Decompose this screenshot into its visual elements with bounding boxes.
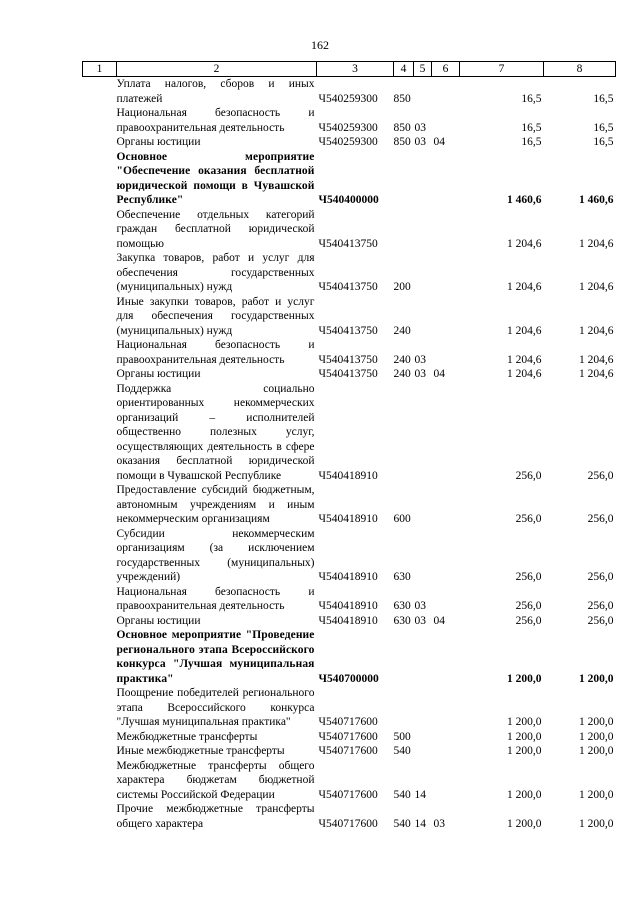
section-code: 03 bbox=[414, 136, 426, 148]
amount-col8: 1 204,6 bbox=[579, 368, 614, 380]
subsection-code bbox=[432, 686, 460, 730]
table-cell-col1 bbox=[83, 77, 117, 107]
amount-col8: 1 204,6 bbox=[579, 281, 614, 293]
item-name: Органы юстиции bbox=[116, 136, 201, 148]
column-header-8: 8 bbox=[544, 62, 616, 77]
amount-col7: 1 204,6 bbox=[507, 353, 542, 366]
item-name: Поддержка социально ориентированных некоммерческих организаций – исполнителей общественно полезных услуг, осуществляющих деятельность в сфере оказания бесплатной юридической помощи в Чувашской Республике bbox=[116, 382, 315, 482]
table-cell-col1 bbox=[83, 759, 117, 803]
expense-type-code: 630 bbox=[393, 600, 411, 612]
amount-col8: 256,0 bbox=[587, 614, 614, 627]
target-code: Ч540717600 bbox=[318, 730, 378, 743]
expense-type-code: 500 bbox=[393, 730, 411, 743]
section-code bbox=[414, 730, 432, 745]
expense-type-code: 850 bbox=[393, 121, 411, 134]
item-name: Основное мероприятие "Обеспечение оказания бесплатной юридической помощи в Чувашской Республике" bbox=[116, 150, 315, 206]
amount-col7: 1 204,6 bbox=[507, 237, 542, 250]
expense-type-code: 240 bbox=[393, 368, 411, 380]
target-code: Ч540413750 bbox=[318, 281, 378, 293]
item-name: Субсидии некоммерческим организациям (за исключением государственных (муниципальных) учреждений) bbox=[116, 527, 315, 583]
subsection-code bbox=[432, 208, 460, 252]
table-row bbox=[83, 628, 616, 686]
amount-col7: 1 204,6 bbox=[507, 368, 542, 380]
amount-col7: 256,0 bbox=[515, 469, 542, 482]
column-header-7: 7 bbox=[460, 62, 544, 77]
section-code: 03 bbox=[414, 600, 426, 612]
amount-col8: 16,5 bbox=[593, 121, 614, 134]
expense-type-code: 200 bbox=[393, 281, 411, 293]
subsection-code: 04 bbox=[433, 368, 445, 380]
expense-type-code bbox=[394, 382, 414, 484]
subsection-code bbox=[432, 77, 460, 107]
table-row bbox=[83, 686, 616, 730]
target-code: Ч540418910 bbox=[318, 513, 378, 525]
item-name: Органы юстиции bbox=[116, 614, 201, 627]
amount-col7: 1 204,6 bbox=[507, 281, 542, 293]
table-row bbox=[83, 295, 616, 339]
table-row bbox=[83, 585, 616, 614]
target-code: Ч540717600 bbox=[318, 788, 378, 801]
subsection-code bbox=[432, 744, 460, 759]
table-cell-col1 bbox=[83, 744, 117, 759]
expense-type-code bbox=[394, 208, 414, 252]
item-name: Основное мероприятие "Проведение регионального этапа Всероссийского конкурса "Лучшая муниципальная практика" bbox=[116, 629, 315, 685]
amount-col8: 1 200,0 bbox=[579, 730, 614, 743]
table-row bbox=[83, 367, 616, 382]
target-code: Ч540413750 bbox=[318, 353, 378, 366]
amount-col8: 1 204,6 bbox=[579, 353, 614, 366]
item-name: Органы юстиции bbox=[116, 368, 201, 380]
page-number: 162 bbox=[311, 38, 329, 52]
table-cell-col1 bbox=[83, 338, 117, 367]
table-cell-col1 bbox=[83, 802, 117, 831]
section-code bbox=[414, 251, 432, 295]
table-cell-col1 bbox=[83, 367, 117, 382]
expense-type-code bbox=[394, 150, 414, 208]
table-row bbox=[83, 759, 616, 803]
section-code bbox=[414, 382, 432, 484]
item-name: Межбюджетные трансферты общего характера бюджетам бюджетной системы Российской Федерации bbox=[116, 759, 315, 801]
expense-type-code: 850 bbox=[393, 136, 411, 148]
amount-col8: 1 204,6 bbox=[579, 237, 614, 250]
subsection-code bbox=[432, 483, 460, 527]
table-cell-col1 bbox=[83, 686, 117, 730]
table-cell-col1 bbox=[83, 483, 117, 527]
expense-type-code: 600 bbox=[393, 513, 411, 525]
subsection-code bbox=[432, 251, 460, 295]
subsection-code: 04 bbox=[433, 614, 445, 627]
item-name: Межбюджетные трансферты bbox=[116, 730, 258, 743]
target-code: Ч540418910 bbox=[318, 571, 378, 583]
amount-col8: 1 460,6 bbox=[579, 194, 614, 206]
table-cell-col1 bbox=[83, 208, 117, 252]
column-header-6: 6 bbox=[432, 62, 460, 77]
section-code bbox=[414, 150, 432, 208]
amount-col7: 16,5 bbox=[521, 136, 542, 148]
amount-col8: 256,0 bbox=[587, 600, 614, 612]
expense-type-code: 240 bbox=[393, 324, 411, 337]
target-code: Ч540259300 bbox=[318, 136, 378, 148]
subsection-code bbox=[432, 338, 460, 367]
amount-col7: 1 200,0 bbox=[507, 788, 542, 801]
expense-type-code: 540 bbox=[393, 788, 411, 801]
subsection-code bbox=[432, 730, 460, 745]
table-row bbox=[83, 338, 616, 367]
section-code: 14 bbox=[414, 817, 426, 830]
subsection-code bbox=[432, 382, 460, 484]
amount-col7: 256,0 bbox=[515, 571, 542, 583]
table-cell-col1 bbox=[83, 628, 117, 686]
target-code: Ч540717600 bbox=[318, 745, 378, 757]
amount-col8: 256,0 bbox=[587, 513, 614, 525]
target-code: Ч540418910 bbox=[318, 469, 378, 482]
subsection-code bbox=[432, 585, 460, 614]
expense-type-code: 240 bbox=[393, 353, 411, 366]
table-cell-col1 bbox=[83, 251, 117, 295]
section-code: 14 bbox=[414, 788, 426, 801]
table-cell-col1 bbox=[83, 150, 117, 208]
section-code bbox=[414, 628, 432, 686]
amount-col8: 1 200,0 bbox=[579, 672, 614, 685]
amount-col7: 256,0 bbox=[515, 600, 542, 612]
amount-col7: 1 200,0 bbox=[507, 745, 542, 757]
section-code bbox=[414, 483, 432, 527]
table-row bbox=[83, 382, 616, 484]
item-name: Национальная безопасность и правоохранительная деятельность bbox=[116, 107, 315, 134]
table-row bbox=[83, 614, 616, 629]
expense-type-code: 630 bbox=[393, 614, 411, 627]
section-code bbox=[414, 686, 432, 730]
item-name: Национальная безопасность и правоохранительная деятельность bbox=[116, 339, 315, 366]
table-row bbox=[83, 527, 616, 585]
amount-col7: 1 460,6 bbox=[507, 194, 542, 206]
amount-col7: 16,5 bbox=[521, 121, 542, 134]
item-name: Предоставление субсидий бюджетным, автономным учреждениям и иным некоммерческим организациям bbox=[116, 484, 315, 525]
section-code: 03 bbox=[414, 368, 426, 380]
subsection-code bbox=[432, 295, 460, 339]
expense-type-code: 540 bbox=[393, 745, 411, 757]
amount-col7: 1 200,0 bbox=[507, 817, 542, 830]
amount-col8: 1 200,0 bbox=[579, 788, 614, 801]
item-name: Уплата налогов, сборов и иных платежей bbox=[116, 78, 315, 105]
amount-col7: 256,0 bbox=[515, 513, 542, 525]
column-header-5: 5 bbox=[414, 62, 432, 77]
target-code: Ч540418910 bbox=[318, 600, 378, 612]
table-cell-col1 bbox=[83, 730, 117, 745]
table-cell-col1 bbox=[83, 106, 117, 135]
target-code: Ч540400000 bbox=[318, 194, 379, 206]
target-code: Ч540259300 bbox=[318, 92, 378, 105]
subsection-code: 03 bbox=[433, 817, 445, 830]
amount-col7: 1 200,0 bbox=[507, 716, 542, 728]
amount-col8: 1 204,6 bbox=[579, 324, 614, 337]
table-row bbox=[83, 802, 616, 831]
amount-col7: 1 200,0 bbox=[507, 672, 542, 685]
amount-col7: 256,0 bbox=[515, 614, 542, 627]
table-cell-col1 bbox=[83, 527, 117, 585]
table-cell-col1 bbox=[83, 135, 117, 150]
section-code bbox=[414, 208, 432, 252]
expense-type-code: 630 bbox=[393, 571, 411, 583]
expense-type-code: 850 bbox=[393, 92, 411, 105]
item-name: Прочие межбюджетные трансферты общего характера bbox=[116, 803, 315, 830]
budget-table bbox=[82, 61, 616, 831]
target-code: Ч540717600 bbox=[318, 817, 378, 830]
amount-col8: 1 200,0 bbox=[579, 745, 614, 757]
target-code: Ч540413750 bbox=[318, 368, 378, 380]
item-name: Национальная безопасность и правоохранительная деятельность bbox=[116, 585, 315, 612]
table-cell-col1 bbox=[83, 614, 117, 629]
subsection-code bbox=[432, 527, 460, 585]
subsection-code bbox=[432, 150, 460, 208]
table-row bbox=[83, 77, 616, 107]
target-code: Ч540413750 bbox=[318, 237, 378, 250]
item-name: Закупка товаров, работ и услуг для обеспечения государственных (муниципальных) нужд bbox=[116, 252, 315, 293]
section-code bbox=[414, 527, 432, 585]
amount-col7: 1 204,6 bbox=[507, 324, 542, 337]
target-code: Ч540418910 bbox=[318, 614, 378, 627]
target-code: Ч540413750 bbox=[318, 324, 378, 337]
amount-col8: 256,0 bbox=[587, 571, 614, 583]
subsection-code bbox=[432, 106, 460, 135]
table-row bbox=[83, 106, 616, 135]
section-code: 03 bbox=[414, 353, 426, 366]
table-row bbox=[83, 135, 616, 150]
section-code bbox=[414, 295, 432, 339]
table-row bbox=[83, 483, 616, 527]
amount-col7: 16,5 bbox=[521, 92, 542, 105]
item-name: Поощрение победителей регионального этапа Всероссийского конкурса "Лучшая муниципальная практика" bbox=[116, 687, 315, 728]
amount-col8: 16,5 bbox=[593, 136, 614, 148]
subsection-code bbox=[432, 759, 460, 803]
expense-type-code: 540 bbox=[393, 817, 411, 830]
column-header-1: 1 bbox=[83, 62, 117, 77]
table-row bbox=[83, 744, 616, 759]
amount-col8: 16,5 bbox=[593, 92, 614, 105]
amount-col8: 1 200,0 bbox=[579, 817, 614, 830]
expense-type-code bbox=[394, 686, 414, 730]
amount-col7: 1 200,0 bbox=[507, 730, 542, 743]
item-name: Иные межбюджетные трансферты bbox=[116, 745, 285, 757]
table-row bbox=[83, 730, 616, 745]
header-row bbox=[83, 62, 616, 77]
table-cell-col1 bbox=[83, 382, 117, 484]
column-header-4: 4 bbox=[394, 62, 414, 77]
amount-col8: 256,0 bbox=[587, 469, 614, 482]
target-code: Ч540700000 bbox=[318, 672, 379, 685]
expense-type-code bbox=[394, 628, 414, 686]
table-row bbox=[83, 150, 616, 208]
section-code: 03 bbox=[414, 614, 426, 627]
target-code: Ч540259300 bbox=[318, 121, 378, 134]
section-code bbox=[414, 744, 432, 759]
table-cell-col1 bbox=[83, 585, 117, 614]
amount-col8: 1 200,0 bbox=[579, 716, 614, 728]
table-row bbox=[83, 251, 616, 295]
subsection-code: 04 bbox=[433, 136, 445, 148]
target-code: Ч540717600 bbox=[318, 716, 378, 728]
subsection-code bbox=[432, 628, 460, 686]
column-header-3: 3 bbox=[317, 62, 394, 77]
section-code: 03 bbox=[414, 121, 426, 134]
item-name: Иные закупки товаров, работ и услуг для обеспечения государственных (муниципальных) нужд bbox=[116, 295, 315, 337]
table-row bbox=[83, 208, 616, 252]
item-name: Обеспечение отдельных категорий граждан бесплатной юридической помощью bbox=[116, 208, 315, 250]
table-cell-col1 bbox=[83, 295, 117, 339]
section-code bbox=[414, 77, 432, 107]
column-header-2: 2 bbox=[117, 62, 317, 77]
